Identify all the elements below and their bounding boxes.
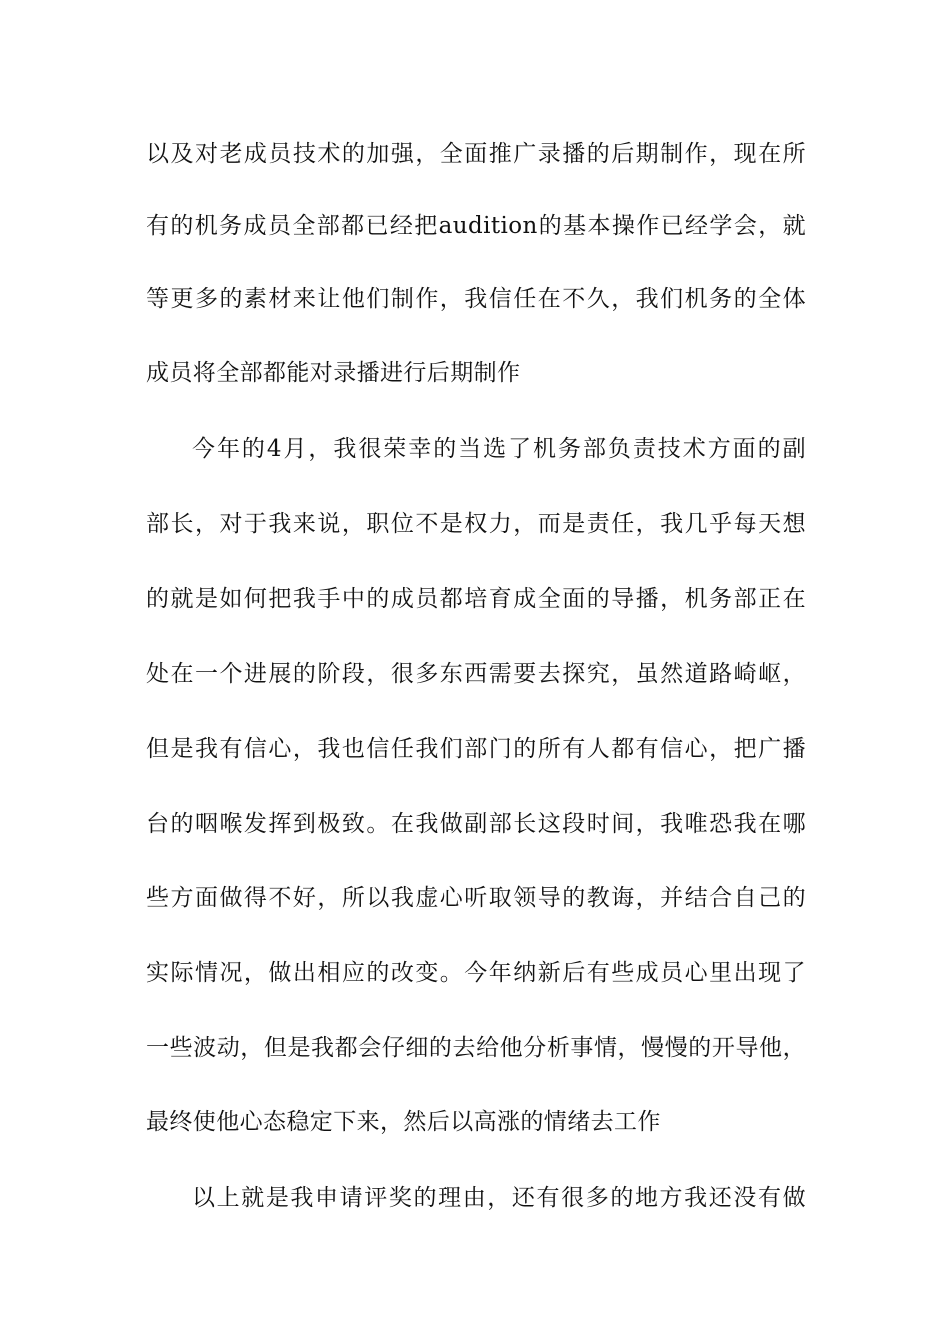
text-line-3: 等更多的素材来让他们制作，我信任在不久，我们机务的全体 [146, 286, 806, 312]
text-line-13: 一些波动，但是我都会仔细的去给他分析事情，慢慢的开导他， [146, 1035, 806, 1061]
text-line-4: 成员将全部都能对录播进行后期制作 [146, 360, 521, 386]
text-line-8: 处在一个进展的阶段，很多东西需要去探究，虽然道路崎岖， [146, 661, 806, 687]
text-line-12: 实际情况，做出相应的改变。今年纳新后有些成员心里出现了 [146, 960, 806, 986]
text-line-6: 部长，对于我来说，职位不是权力，而是责任，我几乎每天想 [146, 511, 806, 537]
text-line-9: 但是我有信心，我也信任我们部门的所有人都有信心，把广播 [146, 736, 806, 762]
text-line-14: 最终使他心态稳定下来，然后以高涨的情绪去工作 [146, 1109, 661, 1135]
text-line-7: 的就是如何把我手中的成员都培育成全面的导播，机务部正在 [146, 586, 806, 612]
text-line-5: 今年的4月，我很荣幸的当选了机务部负责技术方面的副 [192, 436, 806, 462]
text-line-15: 以上就是我申请评奖的理由，还有很多的地方我还没有做 [192, 1185, 806, 1211]
text-line-11: 些方面做得不好，所以我虚心听取领导的教诲，并结合自己的 [146, 885, 806, 911]
text-line-10: 台的咽喉发挥到极致。在我做副部长这段时间，我唯恐我在哪 [146, 811, 806, 837]
text-line-2: 有的机务成员全部都已经把audition的基本操作已经学会，就 [146, 213, 806, 239]
text-line-1: 以及对老成员技术的加强，全面推广录播的后期制作，现在所 [146, 141, 806, 167]
